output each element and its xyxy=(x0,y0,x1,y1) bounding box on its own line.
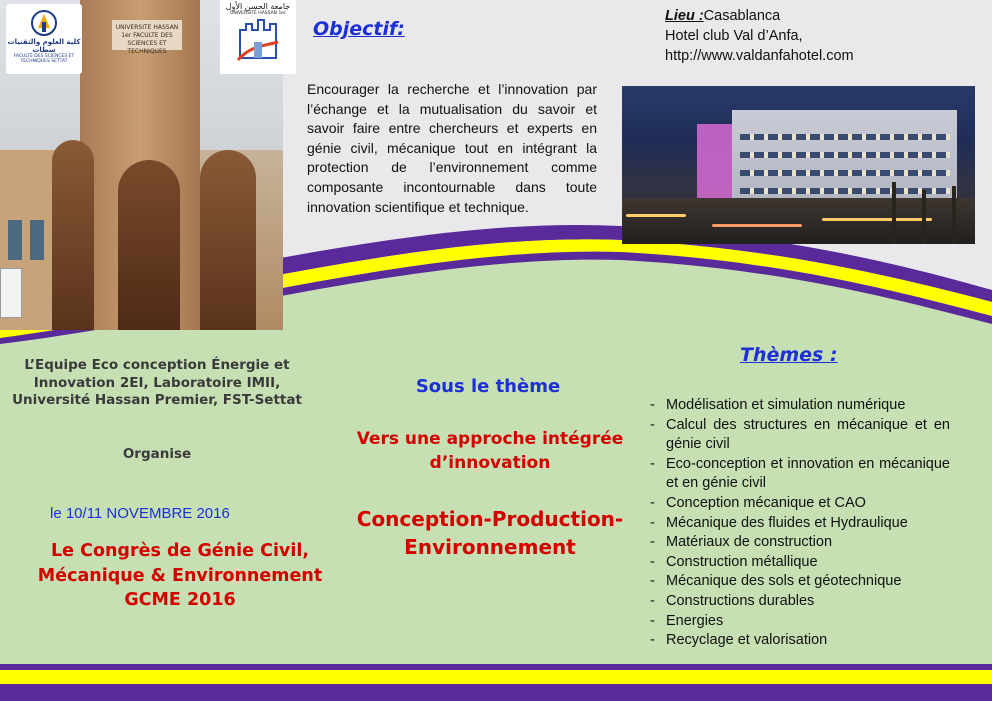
theme-item: - Mécanique des sols et géotechnique xyxy=(648,572,950,592)
theme-item: - Modélisation et simulation numérique xyxy=(648,396,950,416)
event-date: le 10/11 NOVEMBRE 2016 xyxy=(50,505,230,522)
theme-item: - Calcul des structures en mécanique et en génie civil xyxy=(648,416,950,455)
theme-item: - Energies xyxy=(648,612,950,632)
fst-french-name: FACULTÉ DES SCIENCES ET TECHNIQUES SETTAT xyxy=(13,54,75,64)
organise-label: Organise xyxy=(122,446,192,462)
uh1-french-name: UNIVERSITÉ HASSAN 1er xyxy=(230,11,286,16)
theme-item: - Eco-conception et innovation en mécanique et en génie civil xyxy=(648,455,950,494)
themes-list xyxy=(648,396,950,651)
venue-label: Lieu : xyxy=(665,8,704,24)
venue-block xyxy=(665,6,854,66)
theme-item: - Recyclage et valorisation xyxy=(648,631,950,651)
theme-item: - Matériaux de construction xyxy=(648,533,950,553)
fst-settat-logo xyxy=(6,4,82,74)
venue-city: Casablanca xyxy=(703,8,781,24)
venue-hotel: Hotel club Val d’Anfa, xyxy=(665,28,803,44)
universite-hassan-1er-logo xyxy=(220,0,296,74)
theme-item: - Construction métallique xyxy=(648,553,950,573)
castle-emblem-icon xyxy=(234,16,282,62)
sous-le-theme-label: Sous le thème xyxy=(415,376,561,397)
objectif-text: Encourager la recherche et l’innovation par l’échange et la mutualisation du savoir et savoir faire entre chercheurs et experts en génie civil, mécanique tout en intégrant la protection de l’environnement comme composante incontournable dans toute innovation scientifique et technique. xyxy=(307,81,597,215)
building-sign: UNIVERSITE HASSAN 1er FACULTE DES SCIENCES ET TECHNIQUES xyxy=(112,20,182,50)
congress-title: Le Congrès de Génie Civil, Mécanique & Environnement GCME 2016 xyxy=(37,541,323,610)
theme-item: - Conception mécanique et CAO xyxy=(648,494,950,514)
organizer-team: L’Equipe Eco conception Énergie et Innovation 2EI, Laboratoire IMII, Université Hassan Premier, FST-Settat xyxy=(12,357,302,408)
themes-heading: Thèmes : xyxy=(740,344,838,366)
theme-cpe: Conception-Production-Environnement xyxy=(356,507,624,559)
fst-arabic-name: كلية العلوم والتقنيات سطات xyxy=(7,38,81,54)
uh1-arabic-name: جامعة الحسن الأول xyxy=(225,2,291,11)
venue-url[interactable]: http://www.valdanfahotel.com xyxy=(665,48,854,64)
theme-item: - Constructions durables xyxy=(648,592,950,612)
theme-item: - Mécanique des fluides et Hydraulique xyxy=(648,514,950,534)
hotel-photo xyxy=(622,86,975,244)
fst-emblem-icon xyxy=(24,8,64,38)
objectif-heading: Objectif: xyxy=(313,18,405,40)
theme-approach: Vers une approche intégrée d’innovation xyxy=(356,429,624,473)
